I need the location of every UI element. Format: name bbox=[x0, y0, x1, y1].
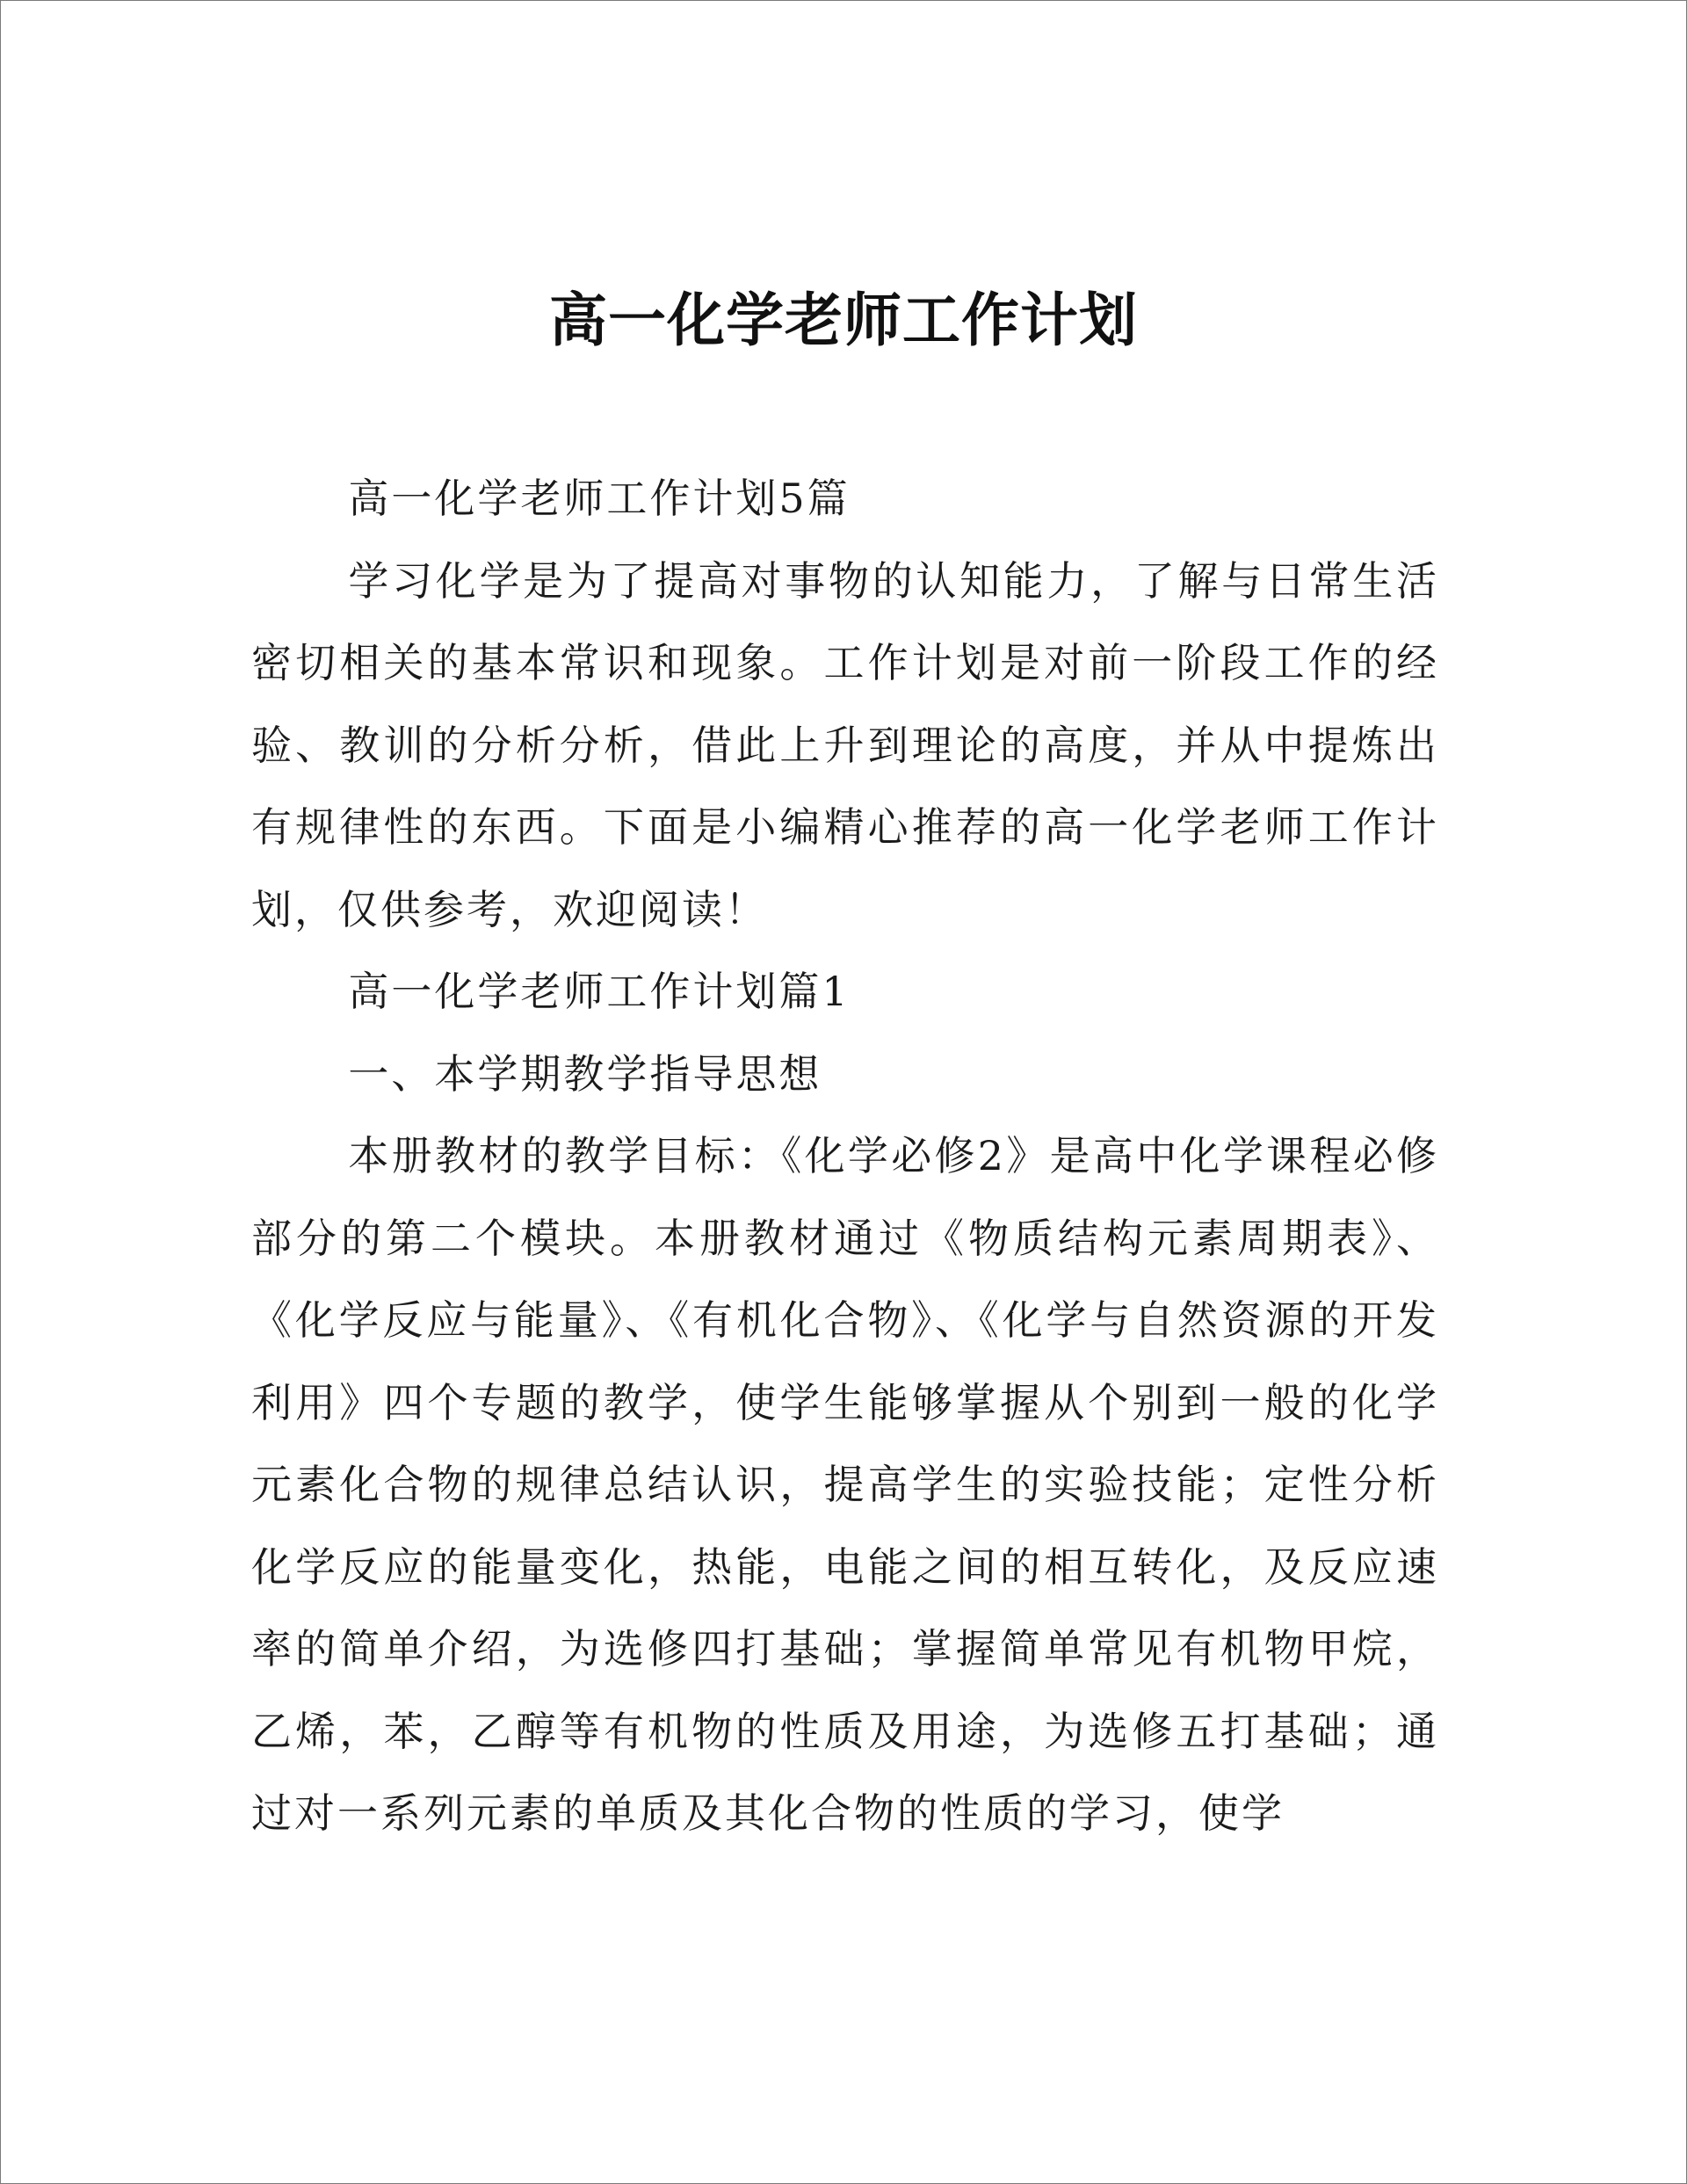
section-heading-guiding-ideology: 一、本学期教学指导思想 bbox=[348, 1049, 822, 1098]
section-heading-plan-1: 高一化学老师工作计划篇1 bbox=[348, 968, 851, 1015]
intro-paragraph: 学习化学是为了提高对事物的认知能力，了解与日常生活密切相关的基本常识和现象。工作计划是对前一阶段工作的经验、教训的分析分析，借此上升到理论的高度，并从中提炼出有规律性的东西。下面是小编精心推荐的高一化学老师工作计划，仅供参考，欢迎阅读！ bbox=[251, 556, 1439, 933]
doc-subtitle-paragraph: 高一化学老师工作计划5篇 bbox=[348, 475, 851, 522]
document-title: 高一化学老师工作计划 bbox=[549, 287, 1138, 354]
document-body bbox=[251, 458, 1439, 1855]
teaching-goal-paragraph: 本册教材的教学目标：《化学必修2》是高中化学课程必修部分的第二个模块。本册教材通过《物质结构元素周期表》、《化学反应与能量》、《有机化合物》、《化学与自然资源的开发利用》四个专题的教学，使学生能够掌握从个别到一般的化学元素化合物的规律总结认识，提高学生的实验技能；定性分析化学反应的能量变化，热能，电能之间的相互转化，及反应速率的简单介绍，为选修四打基础；掌握简单常见有机物甲烷，乙烯，苯，乙醇等有机物的性质及用途，为选修五打基础；通过对一系列元素的单质及其化合物的性质的学习，使学 bbox=[251, 1132, 1439, 1837]
